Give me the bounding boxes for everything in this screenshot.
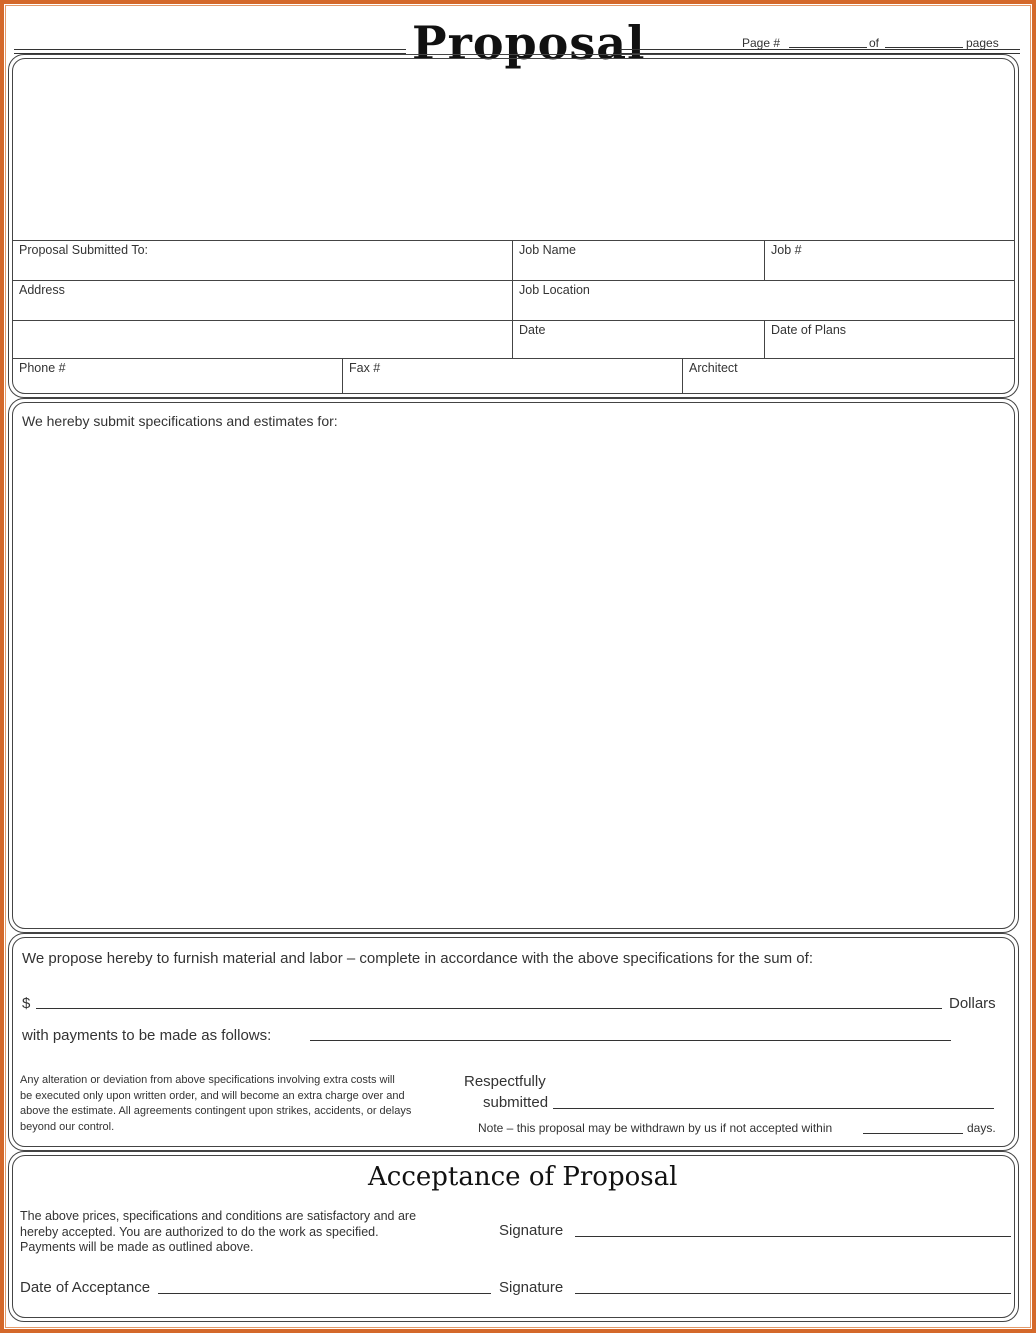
date-of-plans-label: Date of Plans xyxy=(771,323,847,337)
job-number-label: Job # xyxy=(771,243,802,257)
payments-label: with payments to be made as follows: xyxy=(22,1027,272,1044)
signature-field-1[interactable] xyxy=(575,1236,1011,1237)
job-location-label: Job Location xyxy=(519,283,590,297)
page-of-label: of xyxy=(869,36,880,50)
specifications-box-inner[interactable] xyxy=(12,402,1015,929)
address-label: Address xyxy=(19,283,65,297)
currency-symbol: $ xyxy=(22,995,31,1012)
dollars-label: Dollars xyxy=(949,995,996,1012)
job-name-label: Job Name xyxy=(519,243,576,257)
info-col-line-5 xyxy=(682,358,683,394)
respectfully-label: Respectfully xyxy=(464,1073,546,1090)
date-of-acceptance-field[interactable] xyxy=(158,1293,491,1294)
page-total-field[interactable] xyxy=(885,47,963,48)
signature-label-2: Signature xyxy=(499,1279,564,1296)
fax-label: Fax # xyxy=(349,361,381,375)
info-row-line-4 xyxy=(12,358,1015,359)
submitted-to-label: Proposal Submitted To: xyxy=(19,243,149,257)
alteration-note: Any alteration or deviation from above specifications involving extra costs will be executed only upon written order, and will become an extra charge over and above the estimate. All agreements contingent upon strikes, accidents, or delays beyond our control. xyxy=(20,1074,412,1133)
submitted-signature-field[interactable] xyxy=(553,1108,994,1109)
page-number-label: Page # xyxy=(742,36,781,50)
info-col-line-1 xyxy=(512,240,513,358)
submitted-label: submitted xyxy=(483,1094,549,1111)
info-row-line-1 xyxy=(12,240,1015,241)
date-of-acceptance-label: Date of Acceptance xyxy=(20,1279,151,1296)
info-row-line-3 xyxy=(12,320,1015,321)
pricing-statement: We propose hereby to furnish material and labor – complete in accordance with the above specifications for the sum of: xyxy=(22,950,813,967)
acceptance-title: Acceptance of Proposal xyxy=(368,1162,678,1192)
info-row-line-2 xyxy=(12,280,1015,281)
acceptance-text: The above prices, specifications and conditions are satisfactory and are hereby accepted. You are authorized to do the work as specified. Payments will be made as outlined above. xyxy=(20,1209,417,1254)
phone-label: Phone # xyxy=(19,361,66,375)
withdraw-note: Note – this proposal may be withdrawn by us if not accepted within xyxy=(478,1121,833,1135)
info-col-line-3 xyxy=(764,320,765,358)
info-box-inner xyxy=(12,58,1015,394)
pages-label: pages xyxy=(966,36,999,50)
signature-field-2[interactable] xyxy=(575,1293,1011,1294)
signature-label-1: Signature xyxy=(499,1222,564,1239)
architect-label: Architect xyxy=(689,361,738,375)
payments-field[interactable] xyxy=(310,1040,951,1041)
specifications-heading: We hereby submit specifications and estimates for: xyxy=(22,413,338,429)
date-label: Date xyxy=(519,323,546,337)
days-label: days. xyxy=(967,1121,996,1135)
sum-amount-field[interactable] xyxy=(36,1008,942,1009)
page-number-field[interactable] xyxy=(789,47,867,48)
info-col-line-2 xyxy=(764,240,765,280)
page-title: Proposal xyxy=(412,16,646,70)
withdraw-days-field[interactable] xyxy=(863,1133,963,1134)
info-col-line-4 xyxy=(342,358,343,394)
